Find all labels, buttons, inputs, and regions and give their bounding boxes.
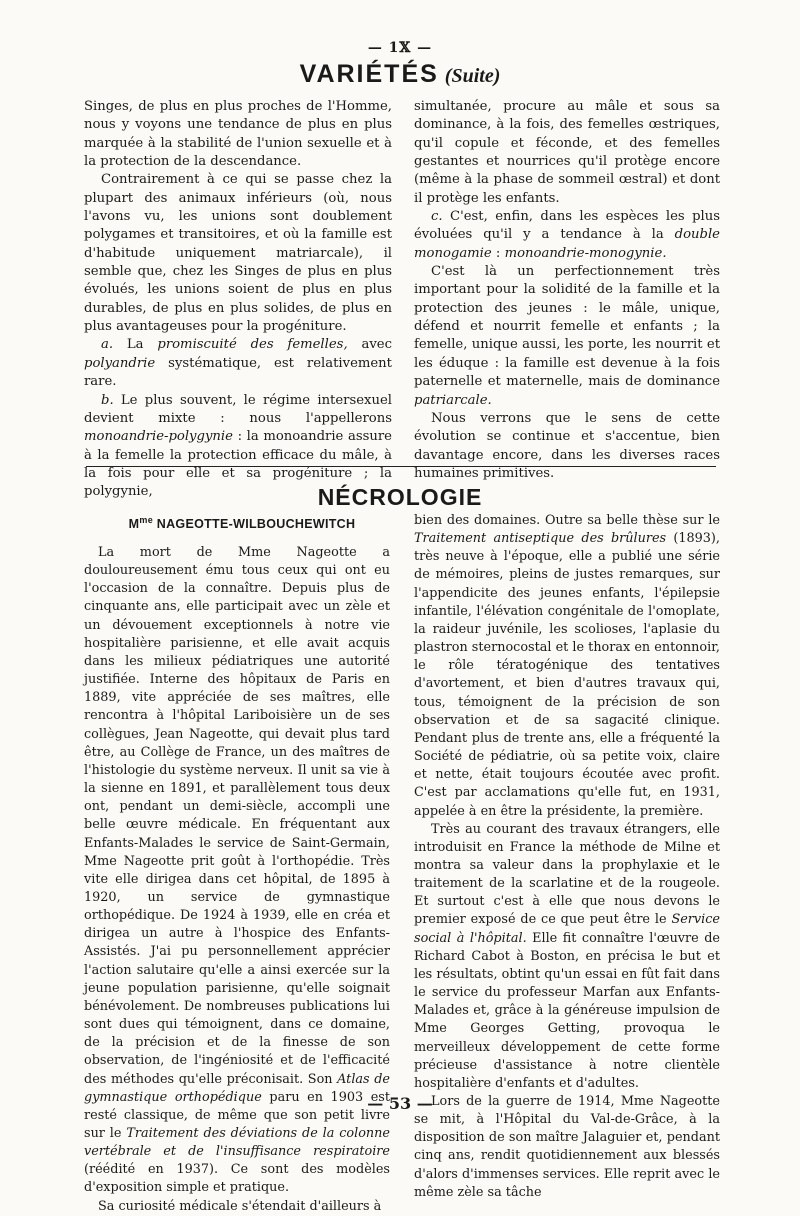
left-p1-mid: paru en 1903 est resté classique, de même que son petit livre sur le xyxy=(84,1089,390,1141)
necrologie-right-p3: Lors de la guerre de 1914, Mme Nageotte se mit, à l'Hôpital du Val-de-Grâce, à la disposition de son maître Jalaguier et, pendant cinq ans, rendit quotidiennement aux blessés d'alors d'immenses services. Elle reprit avec le même zèle sa tâche xyxy=(414,1094,720,1200)
right-p3-text: C'est là un perfectionnement très important pour la solidité de la famille et la protection des jeunes : le mâle, unique, défend et nourrit femelle et enfants ; la femelle, unique aussi, les porte, les nourrit et les éduque : la famille est devenue à la fois paternelle et maternelle, mais de dominance xyxy=(414,264,720,390)
item-b-letter: b. xyxy=(101,392,114,408)
item-a-italic2: polyandrie xyxy=(84,355,156,371)
varietes-right-p1: simultanée, procure au mâle et sous sa dominance, à la fois, des femelles œstriques, qu'il copule et féconde, et des femelles gestantes et nourrices qu'il protège encore (même à la phase de sommeil œstral) et dont il protège les enfants. xyxy=(414,99,720,206)
necrologie-right-p2 xyxy=(414,821,720,1093)
left-p1-end: (réédité en 1937). Ce sont des modèles d'exposition simple et pratique. xyxy=(84,1162,390,1196)
right-p2-after: Elle fit connaître l'œuvre de Richard Cabot à Boston, en précisa le but et les résultats, obtint qu'un essai en fût fait dans le service du professeur Marfan aux Enfants-Malades et, grâce à la généreuse impulsion de Mme Georges Getting, provoqua le merveilleux développement de cette forme précieuse d'assistance à notre clientèle hospitalière d'enfants et d'adultes. xyxy=(414,930,720,1091)
varietes-right-column xyxy=(414,98,720,483)
varietes-title-text: VARIÉTÉS xyxy=(299,60,439,88)
necrologie-left-column xyxy=(84,544,390,1216)
item-a-before: La xyxy=(126,337,144,353)
varietes-title xyxy=(0,60,800,89)
varietes-right-p3 xyxy=(414,263,720,410)
necrologie-left-p2: Sa curiosité médicale s'étendait d'ailleurs à xyxy=(98,1198,382,1214)
right-p1-italic: Traitement antiseptique des brûlures xyxy=(414,531,667,547)
obituary-prefix-sup: me xyxy=(139,515,153,525)
varietes-left-p1: Singes, de plus en plus proches de l'Homme, nous y voyons une tendance de plus en plus marquée à la stabilité de l'union sexuelle et à la protection de la descendance. xyxy=(84,99,392,170)
obituary-heading xyxy=(92,515,392,531)
varietes-left-column xyxy=(84,98,392,502)
left-p1-italic2: Traitement des déviations de la colonne vertébrale et de l'insuffisance respiratoire xyxy=(84,1126,390,1160)
varietes-left-p2: Contrairement à ce qui se passe chez la plupart des animaux inférieurs (où, nous l'avons vu, les unions sont doublement polygames et transitoires, et où la famille est d'habitude uniquement matriarcale), il semble que, chez les Singes de plus en plus évolués, les unions soient de plus en plus durables, de plus en plus solides, de plus en plus avantageuses pour la progéniture. xyxy=(84,172,392,335)
item-a-after: systématique, est relativement rare. xyxy=(84,355,392,390)
item-c-letter: c. xyxy=(431,209,443,225)
varietes-item-a xyxy=(84,336,392,391)
left-p1-text: La mort de Mme Nageotte a douloureusement ému tous ceux qui ont eu l'occasion de la connaître. Depuis plus de cinquante ans, elle participait avec un zèle et un dévouement exceptionnels à notre vie hospitalière parisienne, et elle avait acquis dans les milieux pédiatriques une autorité justifiée. Interne des hôpitaux de Paris en 1889, vite appréciée de ses maîtres, elle rencontra à l'hôpital Lariboisière un de ses collègues, Jean Nageotte, qui devait plus tard être, au Collège de France, un des maîtres de l'histologie du système nerveux. Il unit sa vie à la sienne en 1891, et parallèlement tous deux ont, pendant un demi-siècle, accompli une belle œuvre médicale. En fréquentant aux Enfants-Malades le service de Saint-Germain, Mme Nageotte prit goût à l'orthopédie. Très vite elle dirigea dans cet hôpital, de 1895 à 1920, un service de gymnastique orthopédique. De 1924 à 1939, elle en créa et dirigea un autre à l'hospice des Enfants-Assistés. J'ai pu personnellement apprécier l'action salutaire qu'elle a ainsi exercée sur la jeune population parisienne, qu'elle soignait bénévolement. De nombreuses publications lui sont dues qui témoignent, dans ce domaine, de la précision et de la finesse de son observation, de l'ingéniosité et de l'efficacité des méthodes qu'elle préconisait. Son xyxy=(84,545,390,1087)
obituary-prefix: M xyxy=(128,517,140,532)
item-b-after: : la monoandrie assure à la femelle la protection efficace du mâle, à la fois pour elle et sa progéniture ; la polygynie, xyxy=(84,429,392,500)
item-c-before: C'est, enfin, dans les espèces les plus évoluées qu'il y a tendance à la xyxy=(414,209,720,243)
item-c-italic2: monoandrie-monogynie. xyxy=(504,245,667,261)
top-page-mark: — 1𝕏 — xyxy=(367,40,433,56)
varietes-item-c xyxy=(414,208,720,263)
item-a-italic: promiscuité des femelles, xyxy=(157,337,348,353)
right-p2-before: Très au courant des travaux étrangers, elle introduisit en France la méthode de Milne et montra sa valeur dans la prophylaxie et le traitement de la scarlatine et de la rougeole. Et surtout c'est à elle que nous devons le premier exposé de ce que peut être le xyxy=(414,821,720,928)
item-b-italic: monoandrie-polygynie xyxy=(84,429,233,445)
item-c-mid: : xyxy=(495,245,501,261)
right-p1-after: (1893), très neuve à l'époque, elle a publié une série de mémoires, pleins de justes remarques, sur l'appendicite des jeunes enfants, l'épilepsie infantile, l'élévation congénitale de l'omoplate, la raideur juvénile, les scolioses, l'aplasie du plastron sternocostal et le thorax en entonnoir, le rôle tératogénique des tentatives d'avortement, et bien d'autres travaux qui, tous, témoignent de la précision de son observation et de sa sagacité clinique. Pendant plus de trente ans, elle a fréquenté la Société de pédiatrie, où sa petite voix, claire et nette, était toujours écoutée avec profit. C'est par acclamations qu'elle fut, en 1931, appelée à en être la présidente, la première. xyxy=(414,531,720,819)
obituary-person-name: NAGEOTTE-WILBOUCHEWITCH xyxy=(156,517,356,532)
right-p2-italic: Service social à l'hôpital. xyxy=(414,912,720,946)
varietes-title-suffix: (Suite) xyxy=(444,65,501,87)
page-number: — 53 — xyxy=(367,1094,433,1113)
right-p1-before: bien des domaines. Outre sa belle thèse sur le xyxy=(414,513,720,528)
section-divider xyxy=(86,466,716,467)
item-b-before: Le plus souvent, le régime intersexuel devient mixte : nous l'appellerons xyxy=(84,392,392,426)
necrologie-title: NÉCROLOGIE xyxy=(317,484,483,510)
necrologie-right-p1 xyxy=(414,512,720,821)
right-p3-italic: patriarcale. xyxy=(414,392,492,408)
left-p1-italic: Atlas de gymnastique orthopédique xyxy=(84,1071,390,1105)
item-a-mid: avec xyxy=(361,337,392,353)
varietes-right-p4: Nous verrons que le sens de cette évolution se continue et s'accentue, bien davantage encore, dans les diverses races humaines primitives. xyxy=(414,410,720,481)
item-c-italic: double monogamie xyxy=(414,227,720,261)
item-a-letter: a. xyxy=(101,337,114,353)
